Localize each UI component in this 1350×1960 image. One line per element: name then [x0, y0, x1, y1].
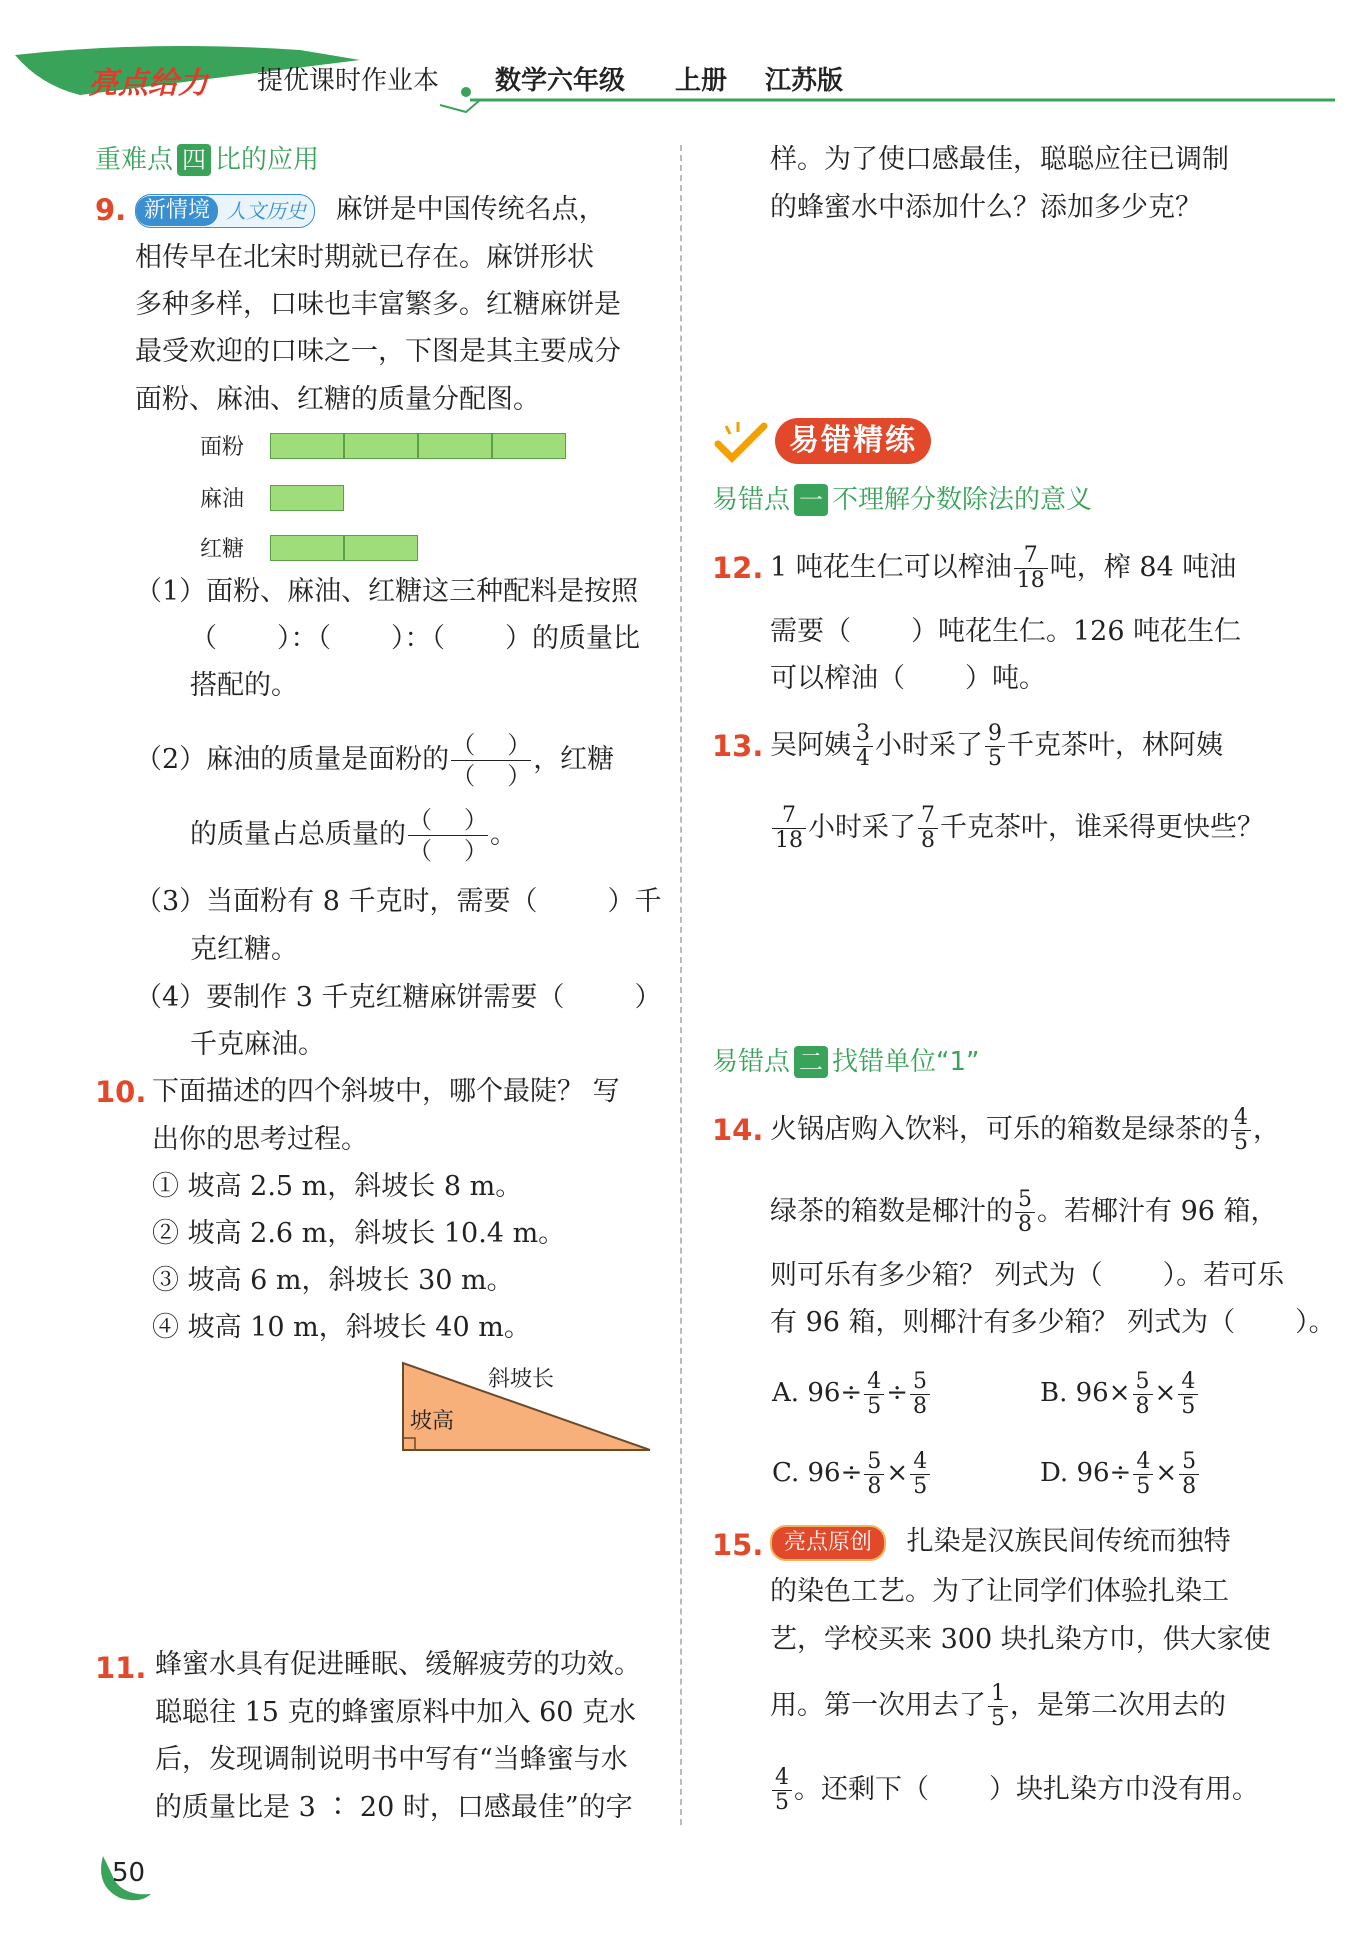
- q14-option-b[interactable]: B. 96× $\frac{5}{8}$ × $\frac{4}{5}$: [1040, 1365, 1200, 1421]
- q12-line-1: 1 吨花生仁可以榨油 $\frac{7}{18}$ 吨，榨 84 吨油: [770, 543, 1237, 593]
- blank-fraction: （ ） （ ）: [408, 806, 488, 865]
- q9-line-1: 新情境 人文历史 麻饼是中国传统名点，: [135, 190, 606, 230]
- q9-part1-line-3: 搭配的。: [190, 670, 298, 701]
- edition-title: 江苏版: [765, 66, 844, 96]
- q11-cont-line-2: 的蜂蜜水中添加什么？添加多少克？: [770, 192, 1202, 223]
- section-heading-error-1: 易错点 一 不理解分数除法的意义: [712, 485, 1093, 515]
- check-sparkle-icon: [712, 418, 772, 463]
- q9-line-2: 相传早在北宋时期就已存在。麻饼形状: [135, 242, 594, 273]
- page-number: 50: [112, 1858, 146, 1888]
- brand-logo: 亮点给力: [88, 66, 208, 101]
- q10-line-1: 下面描述的四个斜坡中，哪个最陡？ 写: [152, 1076, 620, 1107]
- new-context-tag: 新情境 人文历史: [135, 194, 315, 228]
- question-number-14: 14.: [712, 1113, 764, 1147]
- q10-option-3: ③ 坡高 6 m，斜坡长 30 m。: [152, 1265, 514, 1296]
- q9-line-3: 多种多样，口味也丰富繁多。红糖麻饼是: [135, 289, 621, 320]
- q9-part2-line-1: （2）麻油的质量是面粉的 （ ） （ ） ，红糖: [135, 731, 615, 790]
- series-name: 提优课时作业本: [257, 66, 440, 96]
- q14-option-a[interactable]: A. 96÷ $\frac{4}{5}$ ÷ $\frac{5}{8}$: [772, 1365, 932, 1421]
- blank-fraction: （ ） （ ）: [451, 731, 532, 790]
- q10-option-2: ② 坡高 2.6 m，斜坡长 10.4 m。: [152, 1218, 566, 1249]
- q9-part3-line-2: 克红糖。: [190, 934, 298, 965]
- column-divider: [680, 145, 682, 1825]
- q9-part4-line-1: （4）要制作 3 千克红糖麻饼需要（ ）: [135, 982, 662, 1013]
- question-number-15: 15.: [712, 1528, 764, 1562]
- question-number-9: 9.: [95, 193, 127, 227]
- question-number-12: 12.: [712, 551, 764, 585]
- q11-cont-line-1: 样。为了使口感最佳，聪聪应往已调制: [770, 144, 1229, 175]
- q10-option-4: ④ 坡高 10 m，斜坡长 40 m。: [152, 1312, 531, 1343]
- q15-line-4: 用。第一次用去了 $\frac{1}{5}$ ，是第二次用去的: [770, 1681, 1226, 1731]
- q11-line-3: 后，发现调制说明书中写有“当蜂蜜与水: [155, 1744, 628, 1775]
- question-number-10: 10.: [95, 1075, 147, 1109]
- q11-line-2: 聪聪往 15 克的蜂蜜原料中加入 60 克水: [155, 1697, 637, 1728]
- q15-line-1: 亮点原创 扎染是汉族民间传统而独特: [770, 1522, 1231, 1562]
- q9-part1-line-2: （ ）：（ ）：（ ）的质量比: [190, 623, 640, 654]
- q9-part1-line-1: （1）面粉、麻油、红糖这三种配料是按照: [135, 576, 639, 607]
- q12-line-2: 需要（ ）吨花生仁。126 吨花生仁: [770, 616, 1242, 647]
- q14-option-d[interactable]: D. 96÷ $\frac{4}{5}$ × $\frac{5}{8}$: [1040, 1445, 1201, 1501]
- q14-line-1: 火锅店购入饮料，可乐的箱数是绿茶的 $\frac{4}{5}$ ，: [770, 1105, 1280, 1155]
- q10-option-1: ① 坡高 2.5 m，斜坡长 8 m。: [152, 1171, 523, 1202]
- q10-line-2: 出你的思考过程。: [152, 1124, 368, 1155]
- slope-height-label: 坡高: [410, 1409, 455, 1434]
- q9-part3-line-1: （3）当面粉有 8 千克时，需要（ ）千: [135, 886, 662, 917]
- section-heading-key-point-4: 重难点 四 比的应用: [95, 145, 320, 175]
- q15-line-2: 的染色工艺。为了让同学们体验扎染工: [770, 1576, 1229, 1607]
- q14-line-3: 则可乐有多少箱？ 列式为（ ）。若可乐: [770, 1260, 1285, 1291]
- q11-line-1: 蜂蜜水具有促进睡眠、缓解疲劳的功效。: [155, 1649, 641, 1680]
- q12-line-3: 可以榨油（ ）吨。: [770, 663, 1046, 694]
- q14-line-4: 有 96 箱，则椰汁有多少箱？ 列式为（ ）。: [770, 1307, 1336, 1338]
- q14-line-2: 绿茶的箱数是椰汁的 $\frac{5}{8}$ 。若椰汁有 96 箱，: [770, 1187, 1278, 1237]
- q13-line-2: $\frac{7}{18}$ 小时采了 $\frac{7}{8}$ 千克茶叶，谁采得更快些？: [770, 802, 1264, 854]
- q15-line-5: $\frac{4}{5}$ 。还剩下（ ）块扎染方巾没有用。: [770, 1764, 1259, 1816]
- bar-row-sesame-oil: 麻油: [200, 482, 344, 513]
- original-tag: 亮点原创: [770, 1525, 886, 1561]
- page-header: [0, 0, 1350, 115]
- q13-line-1: 吴阿姨 $\frac{3}{4}$ 小时采了 $\frac{9}{5}$ 千克茶叶，林阿姨: [770, 721, 1223, 771]
- bar-row-flour: 面粉: [200, 430, 566, 461]
- section-heading-error-2: 易错点 二 找错单位“1”: [712, 1047, 980, 1077]
- q14-option-c[interactable]: C. 96÷ $\frac{5}{8}$ × $\frac{4}{5}$: [772, 1445, 932, 1501]
- q9-line-5: 面粉、麻油、红糖的质量分配图。: [135, 384, 540, 415]
- q11-line-4: 的质量比是 3 ∶ 20 时，口感最佳”的字: [155, 1792, 633, 1823]
- q9-part4-line-2: 千克麻油。: [190, 1029, 325, 1060]
- q15-line-3: 艺，学校买来 300 块扎染方巾，供大家使: [770, 1624, 1271, 1655]
- volume-title: 上册: [675, 66, 728, 96]
- subject-title: 数学六年级: [495, 66, 626, 96]
- question-number-13: 13.: [712, 729, 764, 763]
- q9-part2-line-2: 的质量占总质量的 （ ） （ ） 。: [190, 806, 517, 865]
- bar-row-brown-sugar: 红糖: [200, 532, 418, 563]
- slope-length-label: 斜坡长: [488, 1367, 555, 1392]
- question-number-11: 11.: [95, 1651, 147, 1685]
- error-practice-banner: 易错精练: [775, 418, 931, 464]
- q9-line-4: 最受欢迎的口味之一，下图是其主要成分: [135, 336, 621, 367]
